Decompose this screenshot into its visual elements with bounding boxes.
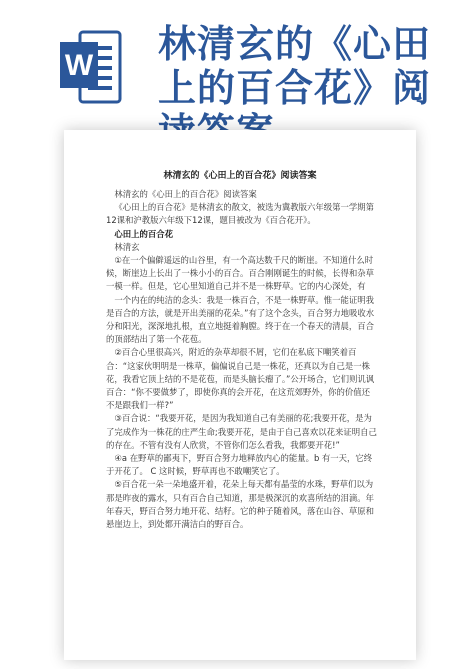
document-title: 林清玄的《心田上的百合花》阅读答案 bbox=[163, 171, 317, 181]
article-author: 林清玄 bbox=[114, 241, 140, 252]
document-page bbox=[64, 130, 416, 660]
word-icon-letter: W bbox=[64, 49, 94, 82]
document-body bbox=[106, 188, 378, 531]
paragraph: ③百合说：“我要开花，是因为我知道自己有美丽的花;我要开花，是为了完成作为一株花的庄严生命;我要开花，是由于自己喜欢以花来证明自己的存在。不管有没有人欣赏，不管你们怎么看我，我都要开花!” bbox=[106, 413, 377, 450]
article-title: 心田上的百合花 bbox=[114, 228, 174, 239]
paragraph: ①在一个偏僻遥远的山谷里，有一个高达数千尺的断崖。不知道什么时候，断崖边上长出了一株小小的百合。百合刚刚诞生的时候，长得和杂草一模一样。但是，它心里知道自己并不是一株野草。它的内心深处，有 bbox=[106, 255, 374, 292]
word-document-icon bbox=[60, 30, 122, 104]
paragraph: 《心田上的百合花》是林清玄的散文，被选为冀教版六年级第一学期第12课和沪教版六年级下12课，题目被改为《百合花开》。 bbox=[106, 202, 375, 226]
banner-title: 林清玄的《心田上的百合花》阅 bbox=[158, 22, 432, 110]
paragraph: ②百合心里很高兴，附近的杂草却很不屑，它们在私底下嘲笑着百合：“这家伙明明是一株草，偏偏说自己是一株花，还真以为自己是一株花，我看它顶上结的不是花苞，而是头脑长瘤了。”公开场合，它们则讥讽百合：“你不要做梦了，即使你真的会开花，在这荒郊野外，你的价值还不是跟我们一样?” bbox=[106, 347, 375, 411]
banner-header bbox=[0, 0, 474, 120]
paragraph: ⑤百合花一朵一朵地盛开着，花朵上每天都有晶莹的水珠，野草们以为那是昨夜的露水，只有百合自己知道，那是极深沉的欢喜所结的泪滴。年年春天，野百合努力地开花、结籽。它的种子随着风，落在山谷、草原和悬崖边上，到处都开满洁白的野百合。 bbox=[106, 479, 374, 530]
paragraph: 林清玄的《心田上的百合花》阅读答案 bbox=[114, 189, 257, 199]
paragraph: ④a 在野草的鄙夷下，野百合努力地释放内心的能量。b 有一天，它终于开花了。 C 这时候，野草再也不敢嘲笑它了。 bbox=[106, 453, 373, 477]
paragraph: 一个内在的纯洁的念头：我是一株百合，不是一株野草。惟一能证明我是百合的方法，就是开出美丽的花朵。”有了这个念头，百合努力地吸收水分和阳光，深深地扎根，直立地挺着胸膛。终于在一个春天的清晨，百合的顶部结出了第一个花苞。 bbox=[106, 294, 375, 345]
